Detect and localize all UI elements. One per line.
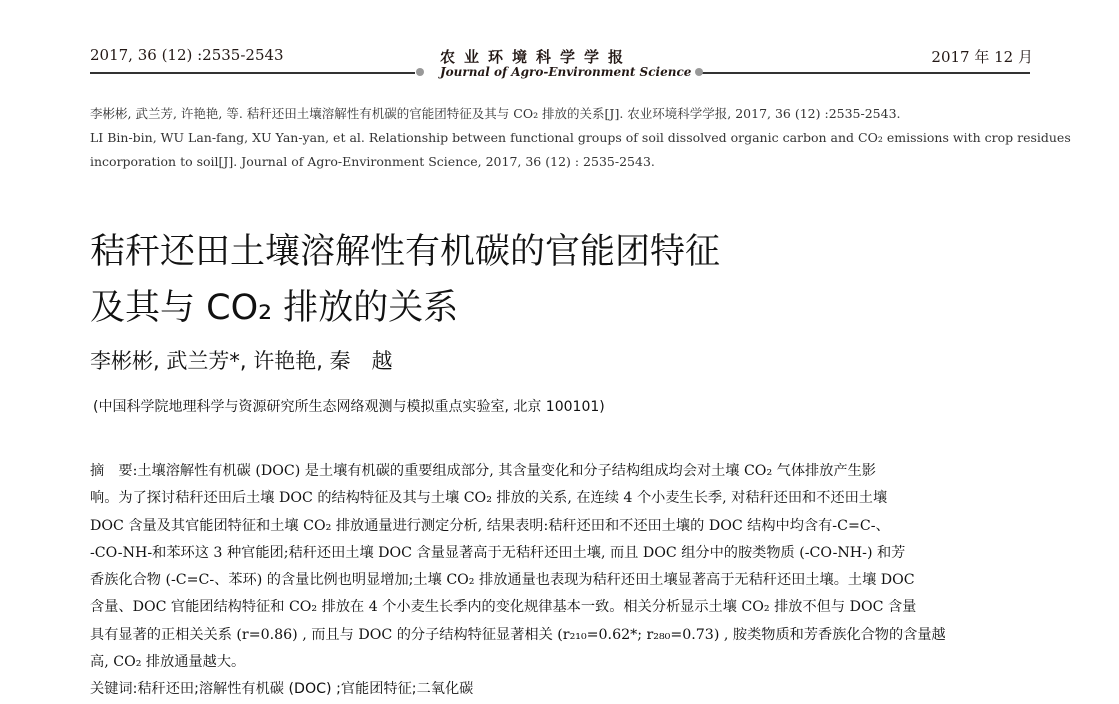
paper-title-line2: 及其与 CO₂ 排放的关系	[90, 288, 459, 328]
authors: 李彬彬, 武兰芳*, 许艳艳, 秦 越	[90, 349, 393, 373]
abstract-line: 响。为了探讨秸秆还田后土壤 DOC 的结构特征及其与土壤 CO₂ 排放的关系, 在连续 4 个小麦生长季, 对秸秆还田和不还田土壤	[90, 490, 888, 507]
keywords: 关键词:秸秆还田;溶解性有机碳 (DOC) ;官能团特征;二氧化碳	[90, 681, 474, 698]
citation-en-line1: LI Bin-bin, WU Lan-fang, XU Yan-yan, et al. Relationship between functional groups of soil dissolved organic carbon and CO₂ emissions with crop residues	[90, 130, 1071, 145]
issue-date: 2017 年 12 月	[931, 48, 1033, 66]
citation-volume-pages: 2017, 36 (12) :2535-2543	[90, 46, 284, 64]
header-rule-right	[700, 72, 1030, 74]
affiliation: (中国科学院地理科学与资源研究所生态网络观测与模拟重点实验室, 北京 100101)	[93, 399, 605, 415]
abstract-line: DOC 含量及其官能团特征和土壤 CO₂ 排放通量进行测定分析, 结果表明:秸秆还田和不还田土壤的 DOC 结构中均含有-C=C-、	[90, 517, 890, 534]
header-rule-left	[90, 72, 415, 74]
abstract-line: 摘 要:土壤溶解性有机碳 (DOC) 是土壤有机碳的重要组成部分, 其含量变化和分子结构组成均会对土壤 CO₂ 气体排放产生影	[90, 463, 876, 479]
abstract-line: 含量、DOC 官能团结构特征和 CO₂ 排放在 4 个小麦生长季内的变化规律基本一致。相关分析显示土壤 CO₂ 排放不但与 DOC 含量	[90, 599, 917, 616]
journal-title-cn: 农业环境科学学报	[440, 48, 633, 66]
abstract-line: -CO-NH-和苯环这 3 种官能团;秸秆还田土壤 DOC 含量显著高于无秸秆还田土壤, 而且 DOC 组分中的胺类物质 (-CO-NH-) 和芳	[90, 544, 906, 561]
abstract-line: 香族化合物 (-C=C-、苯环) 的含量比例也明显增加;土壤 CO₂ 排放通量也表现为秸秆还田土壤显著高于无秸秆还田土壤。土壤 DOC	[90, 572, 915, 589]
header-dot-right	[695, 68, 703, 76]
citation-cn: 李彬彬, 武兰芳, 许艳艳, 等. 秸秆还田土壤溶解性有机碳的官能团特征及其与 CO₂ 排放的关系[J]. 农业环境科学学报, 2017, 36 (12) :2535-2543.	[90, 106, 901, 121]
header-dot-left	[416, 68, 424, 76]
abstract	[90, 458, 1035, 704]
journal-title-en: Journal of Agro-Environment Science	[440, 65, 692, 79]
abstract-line: 高, CO₂ 排放通量越大。	[90, 654, 246, 671]
abstract-line: 具有显著的正相关关系 (r=0.86) , 而且与 DOC 的分子结构特征显著相关 (r₂₁₀=0.62*; r₂₈₀=0.73) , 胺类物质和芳香族化合物的含量越	[90, 626, 946, 643]
paper-title-line1: 秸秆还田土壤溶解性有机碳的官能团特征	[90, 232, 721, 272]
citation-en-line2: incorporation to soil[J]. Journal of Agro-Environment Science, 2017, 36 (12) : 2535-2543.	[90, 154, 655, 169]
